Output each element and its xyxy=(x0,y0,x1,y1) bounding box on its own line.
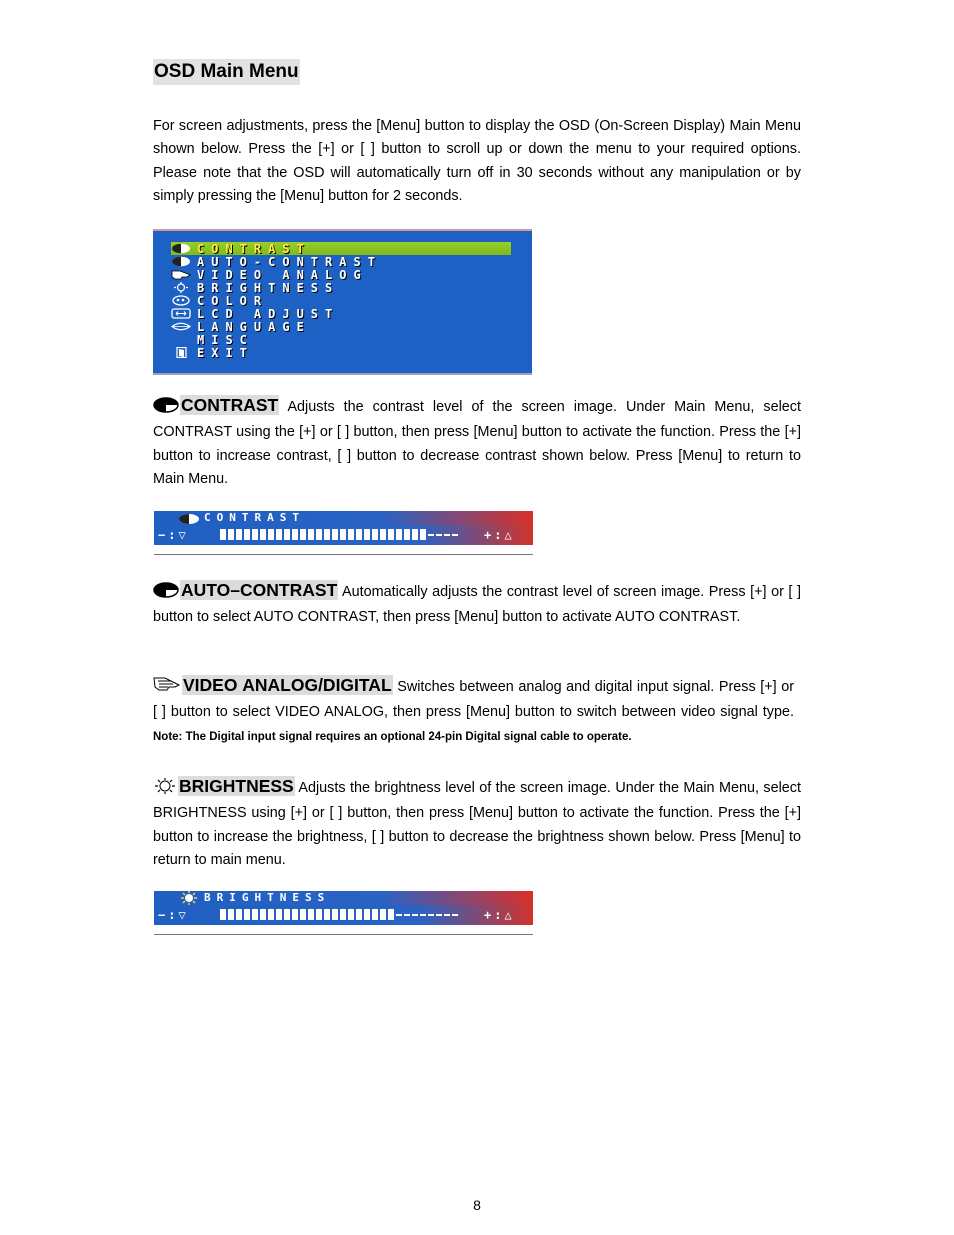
level-tick-empty xyxy=(452,914,458,916)
level-tick-filled xyxy=(236,529,242,540)
level-tick-filled xyxy=(244,909,250,920)
osd-menu-label: LCD ADJUST xyxy=(197,306,340,321)
level-tick-filled xyxy=(324,909,330,920)
osd-menu-label: LANGUAGE xyxy=(197,319,311,334)
level-tick-filled xyxy=(364,529,370,540)
osd-menu-label: EXIT xyxy=(197,345,254,360)
level-tick-empty xyxy=(436,534,442,536)
level-tick-filled xyxy=(276,909,282,920)
osd-menu-label: COLOR xyxy=(197,293,269,308)
sun-icon xyxy=(171,282,191,293)
level-tick-filled xyxy=(220,909,226,920)
color-icon xyxy=(171,295,191,306)
sun-icon xyxy=(153,778,177,802)
level-tick-filled xyxy=(372,909,378,920)
contrast-text: Adjusts the contrast level of the screen image. Under Main Menu, select CONTRAST using the [+] or [ ] button, then press [Menu] button to activate the function. Press the [+] button to increase contrast, [ ] button to decrease contrast shown below. Press [Menu] to return to Main Menu. xyxy=(153,399,801,488)
level-tick-filled xyxy=(372,529,378,540)
osd-menu-item xyxy=(171,242,511,255)
contrast-icon xyxy=(153,582,179,606)
level-tick-filled xyxy=(316,529,322,540)
osd-menu-label: AUTO-CONTRAST xyxy=(197,254,382,269)
level-tick-filled xyxy=(340,529,346,540)
contrast-bar-title: CONTRAST xyxy=(204,511,305,524)
brightness-text: Adjusts the brightness level of the screen image. Under the Main Menu, select BRIGHTNESS using [+] or [ ] button, then press [Menu] button to activate the function. Press the [+] button to increase the brightness, [ ] button to decrease the brightness shown below. Press [Menu] to return to main menu. xyxy=(153,780,801,869)
contrast-heading: CONTRAST xyxy=(181,395,279,415)
brightness-heading: BRIGHTNESS xyxy=(179,776,294,796)
osd-menu-item xyxy=(171,307,339,320)
level-tick-filled xyxy=(308,909,314,920)
level-tick-empty xyxy=(452,534,458,536)
decrease-indicator: −:▽ xyxy=(158,528,189,542)
exit-icon xyxy=(171,347,191,358)
level-tick-filled xyxy=(244,529,250,540)
increase-indicator: +:△ xyxy=(484,528,515,542)
level-tick-filled xyxy=(332,909,338,920)
level-tick-empty xyxy=(404,914,410,916)
level-tick-filled xyxy=(252,529,258,540)
level-tick-filled xyxy=(316,909,322,920)
intro-paragraph: For screen adjustments, press the [Menu] button to display the OSD (On-Screen Display) Main Menu shown below. Press the [+] or [ ] button to scroll up or down the menu to your required options. Please note that the OSD will automatically turn off in 30 seconds without any manipulation or by simply pressing the [Menu] button for 2 seconds. xyxy=(153,118,801,205)
page-number: 8 xyxy=(473,1197,481,1213)
osd-menu-item xyxy=(171,294,268,307)
contrast-icon xyxy=(171,256,191,267)
level-tick-filled xyxy=(260,529,266,540)
contrast-bar-image xyxy=(154,511,533,555)
contrast-level-ticks xyxy=(220,529,458,540)
osd-menu-label: CONTRAST xyxy=(197,241,311,256)
level-tick-empty xyxy=(428,534,434,536)
level-tick-filled xyxy=(348,909,354,920)
video-note: Note: The Digital input signal requires an optional 24-pin Digital signal cable to operate. xyxy=(153,730,632,743)
level-tick-filled xyxy=(364,909,370,920)
level-tick-filled xyxy=(268,909,274,920)
hand-icon xyxy=(171,269,191,280)
osd-menu-label: VIDEO ANALOG xyxy=(197,267,368,282)
level-tick-filled xyxy=(260,909,266,920)
level-tick-filled xyxy=(388,909,394,920)
level-tick-filled xyxy=(292,909,298,920)
level-tick-filled xyxy=(340,909,346,920)
contrast-section xyxy=(153,394,801,492)
level-tick-filled xyxy=(236,909,242,920)
level-tick-filled xyxy=(268,529,274,540)
level-tick-filled xyxy=(388,529,394,540)
decrease-indicator: −:▽ xyxy=(158,908,189,922)
level-tick-filled xyxy=(220,529,226,540)
brightness-section xyxy=(153,775,801,873)
level-tick-filled xyxy=(332,529,338,540)
level-tick-filled xyxy=(228,909,234,920)
level-tick-filled xyxy=(300,909,306,920)
osd-menu-item xyxy=(171,333,254,346)
osd-main-menu-image xyxy=(153,229,532,375)
level-tick-filled xyxy=(380,529,386,540)
level-tick-empty xyxy=(436,914,442,916)
lcd-icon xyxy=(171,308,191,319)
level-tick-filled xyxy=(292,529,298,540)
increase-indicator: +:△ xyxy=(484,908,515,922)
level-tick-filled xyxy=(412,529,418,540)
level-tick-empty xyxy=(444,534,450,536)
level-tick-filled xyxy=(308,529,314,540)
osd-menu-item xyxy=(171,346,254,359)
page-title: OSD Main Menu xyxy=(153,59,300,85)
level-tick-filled xyxy=(356,909,362,920)
level-tick-filled xyxy=(396,529,402,540)
level-tick-empty xyxy=(444,914,450,916)
level-tick-filled xyxy=(300,529,306,540)
osd-menu-item xyxy=(171,320,311,333)
brightness-bar-image xyxy=(154,891,533,935)
osd-menu-item xyxy=(171,255,382,268)
level-tick-filled xyxy=(276,529,282,540)
level-tick-filled xyxy=(228,529,234,540)
brightness-level-ticks xyxy=(220,909,458,920)
level-tick-filled xyxy=(324,529,330,540)
osd-menu-label: MISC xyxy=(197,332,254,347)
level-tick-empty xyxy=(428,914,434,916)
osd-menu-item xyxy=(171,281,339,294)
lips-icon xyxy=(171,321,191,332)
level-tick-filled xyxy=(356,529,362,540)
level-tick-filled xyxy=(284,909,290,920)
auto-contrast-heading: AUTO–CONTRAST xyxy=(181,580,338,600)
video-section xyxy=(153,674,794,749)
contrast-icon xyxy=(171,243,191,254)
level-tick-empty xyxy=(412,914,418,916)
hand-icon xyxy=(153,675,181,701)
video-heading: VIDEO ANALOG/DIGITAL xyxy=(183,675,392,695)
video-text: Switches between analog and digital input signal. Press [+] or [ ] button to select VIDEO ANALOG, then press [Menu] button to switch between video signal type. xyxy=(153,679,794,721)
blank-icon xyxy=(171,334,191,345)
osd-menu-item xyxy=(171,268,368,281)
level-tick-filled xyxy=(348,529,354,540)
level-tick-filled xyxy=(380,909,386,920)
level-tick-filled xyxy=(252,909,258,920)
level-tick-filled xyxy=(284,529,290,540)
level-tick-filled xyxy=(420,529,426,540)
level-tick-empty xyxy=(396,914,402,916)
level-tick-empty xyxy=(420,914,426,916)
level-tick-filled xyxy=(404,529,410,540)
auto-contrast-text: Automatically adjusts the contrast level of screen image. Press [+] or [ ] button to select AUTO CONTRAST, then press [Menu] button to activate AUTO CONTRAST. xyxy=(153,584,801,626)
osd-menu-label: BRIGHTNESS xyxy=(197,280,340,295)
auto-contrast-section xyxy=(153,579,801,630)
brightness-bar-title: BRIGHTNESS xyxy=(204,891,331,904)
contrast-icon xyxy=(153,397,179,421)
